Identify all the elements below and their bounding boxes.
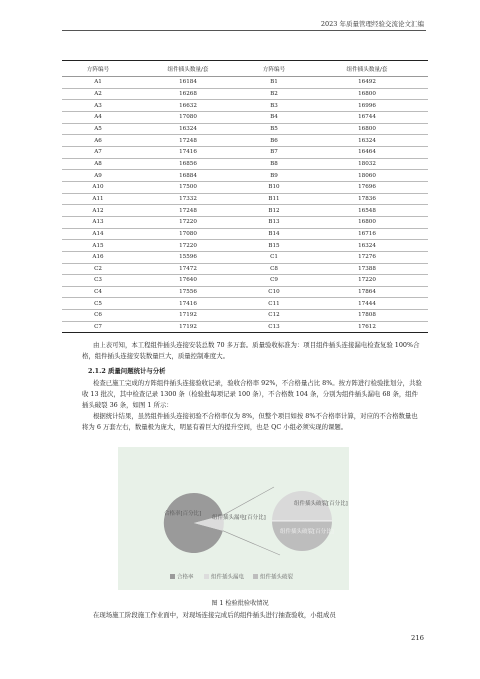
table-cell: B14 bbox=[242, 228, 306, 240]
table-cell: 17220 bbox=[134, 216, 242, 228]
table-row bbox=[62, 263, 428, 275]
table-cell: 17388 bbox=[306, 263, 428, 275]
table-row bbox=[62, 228, 428, 240]
table-cell: B7 bbox=[242, 146, 306, 158]
table-cell: 16856 bbox=[134, 158, 242, 170]
paragraph-analysis: 根据统计结果，虽然组件插头连接初验不合格率仅为 8%，但整个项目如按 8%不合格率计算，对应的不合格数量也将为 6 万套左右，数量极为庞大，明显有着巨大的提升空间，也是 QC 小组必须实现的课题。 bbox=[82, 412, 418, 431]
table-row bbox=[62, 298, 428, 310]
table-cell: A7 bbox=[62, 146, 134, 158]
table-row bbox=[62, 146, 428, 158]
table-cell: A14 bbox=[62, 228, 134, 240]
table-cell: 17248 bbox=[134, 205, 242, 217]
legend-label-leak: 组件插头漏电 bbox=[211, 574, 245, 581]
table-cell: A12 bbox=[62, 205, 134, 217]
table-cell: B1 bbox=[242, 77, 306, 89]
table-cell: 16324 bbox=[306, 135, 428, 147]
table-cell: C8 bbox=[242, 263, 306, 275]
table-cell: B4 bbox=[242, 111, 306, 123]
table-cell: 16184 bbox=[134, 77, 242, 89]
table-cell: C4 bbox=[62, 286, 134, 298]
table-row bbox=[62, 216, 428, 228]
table-header-cell: 组件插头数量/套 bbox=[134, 61, 242, 77]
table-row bbox=[62, 310, 428, 322]
table-row bbox=[62, 240, 428, 252]
paragraph-inspection: 检查已施工完成的方阵组件插头连接验收记录，验收合格率 92%，不合格量占比 8%。按方阵进行检验批划分，共验收 13 批次，其中检查记录 1300 条（检验批每项记录 100 条），不合格数 104 条，分别为组件插头漏电 68 条，组件插头破裂 36 条，如图 1 所示： bbox=[82, 379, 422, 409]
table-cell: 17192 bbox=[134, 321, 242, 333]
table-cell: 16492 bbox=[306, 77, 428, 89]
legend-swatch-leak bbox=[204, 574, 209, 579]
table-cell: A3 bbox=[62, 100, 134, 112]
table-row bbox=[62, 88, 428, 100]
legend-label-pass: 合格率 bbox=[177, 574, 194, 581]
table-cell: 17332 bbox=[134, 193, 242, 205]
table-row bbox=[62, 158, 428, 170]
table-row bbox=[62, 251, 428, 263]
connector-line bbox=[223, 487, 274, 515]
table-cell: 16548 bbox=[306, 205, 428, 217]
chart-legend bbox=[170, 573, 294, 581]
table-cell: A6 bbox=[62, 135, 134, 147]
table-cell: 16800 bbox=[306, 123, 428, 135]
table-cell: C10 bbox=[242, 286, 306, 298]
table-cell: A15 bbox=[62, 240, 134, 252]
table-row bbox=[62, 100, 428, 112]
header-rule bbox=[62, 30, 426, 31]
table-row bbox=[62, 193, 428, 205]
table-cell: 16268 bbox=[134, 88, 242, 100]
table-cell: 17416 bbox=[134, 146, 242, 158]
table-cell: B8 bbox=[242, 158, 306, 170]
table-cell: C12 bbox=[242, 310, 306, 322]
table-cell: 17472 bbox=[134, 263, 242, 275]
section-title: 质量问题统计与分析 bbox=[108, 367, 166, 375]
table-cell: 16632 bbox=[134, 100, 242, 112]
table-cell: 17080 bbox=[134, 111, 242, 123]
table-cell: A2 bbox=[62, 88, 134, 100]
data-label-break-lower: 组件插头破裂[百分比] bbox=[280, 529, 334, 535]
table-cell: C5 bbox=[62, 298, 134, 310]
pie-slice-break-lower bbox=[272, 521, 332, 551]
connector-line bbox=[223, 531, 280, 555]
table-cell: 17080 bbox=[134, 228, 242, 240]
table-cell: 16996 bbox=[306, 100, 428, 112]
paragraph-field-check: 在现场施工阶段施工作业面中，对现场连接完成后的组件插头进行抽查验收，小组成员 bbox=[93, 611, 336, 619]
table-row bbox=[62, 135, 428, 147]
table-row bbox=[62, 286, 428, 298]
table-cell: B13 bbox=[242, 216, 306, 228]
table-cell: C13 bbox=[242, 321, 306, 333]
table-cell: 17556 bbox=[134, 286, 242, 298]
table-cell: B12 bbox=[242, 205, 306, 217]
table-cell: 17500 bbox=[134, 181, 242, 193]
inspection-pie-chart bbox=[118, 447, 349, 590]
data-label-pass: 合格率[百分比] bbox=[164, 511, 202, 517]
table-cell: C2 bbox=[62, 263, 134, 275]
paragraph-summary: 由上表可知，本工程组件插头连接安装总数 70 多万套。质量验收标准为：项目组件插头连接漏电检查复验 100%合格，组件插头连接安装数量巨大，质量控制难度大。 bbox=[82, 341, 420, 360]
table-cell: B11 bbox=[242, 193, 306, 205]
table-cell: 16716 bbox=[306, 228, 428, 240]
table-cell: B2 bbox=[242, 88, 306, 100]
table-cell: B3 bbox=[242, 100, 306, 112]
table-row bbox=[62, 123, 428, 135]
table-cell: B9 bbox=[242, 170, 306, 182]
table-cell: 16800 bbox=[306, 88, 428, 100]
legend-swatch-pass bbox=[170, 574, 175, 579]
table-cell: A4 bbox=[62, 111, 134, 123]
table-row bbox=[62, 111, 428, 123]
figure-caption: 图 1 检验批验收情况 bbox=[211, 600, 269, 607]
page-number: 216 bbox=[411, 634, 424, 642]
assembly-count-table bbox=[62, 60, 428, 333]
table-cell: A16 bbox=[62, 251, 134, 263]
table-cell: 16744 bbox=[306, 111, 428, 123]
table-row bbox=[62, 77, 428, 89]
data-label-leak: 组件插头漏电[百分比] bbox=[212, 515, 266, 521]
table-cell: 18060 bbox=[306, 170, 428, 182]
table-header-cell: 方阵编号 bbox=[62, 61, 134, 77]
table-cell: 16800 bbox=[306, 216, 428, 228]
table-cell: 16464 bbox=[306, 146, 428, 158]
data-label-break-upper: 组件插头破裂[百分比] bbox=[294, 501, 348, 507]
table-cell: 17612 bbox=[306, 321, 428, 333]
table-cell: 15596 bbox=[134, 251, 242, 263]
legend-label-break: 组件插头破裂 bbox=[260, 574, 294, 581]
table-cell: 16324 bbox=[306, 240, 428, 252]
table-cell: C7 bbox=[62, 321, 134, 333]
table-cell: 18032 bbox=[306, 158, 428, 170]
table-row bbox=[62, 170, 428, 182]
table-row bbox=[62, 321, 428, 333]
table-cell: C3 bbox=[62, 275, 134, 287]
table-row bbox=[62, 275, 428, 287]
pie-chart-svg bbox=[118, 447, 349, 590]
table-cell: 17864 bbox=[306, 286, 428, 298]
page-header-title: 2023 年质量管理经验交流论文汇编 bbox=[320, 20, 424, 28]
table-cell: A8 bbox=[62, 158, 134, 170]
table-header-cell: 组件插头数量/套 bbox=[306, 61, 428, 77]
table-cell: B5 bbox=[242, 123, 306, 135]
section-heading bbox=[88, 366, 166, 375]
table-header-cell: 方阵编号 bbox=[242, 61, 306, 77]
table-cell: C1 bbox=[242, 251, 306, 263]
table-cell: C11 bbox=[242, 298, 306, 310]
table-cell: 17248 bbox=[134, 135, 242, 147]
table-cell: 17416 bbox=[134, 298, 242, 310]
table-cell: 17276 bbox=[306, 251, 428, 263]
table-cell: A11 bbox=[62, 193, 134, 205]
table-cell: 17640 bbox=[134, 275, 242, 287]
table-cell: 16884 bbox=[134, 170, 242, 182]
table-cell: 17836 bbox=[306, 193, 428, 205]
table-cell: 17220 bbox=[306, 275, 428, 287]
table-cell: A1 bbox=[62, 77, 134, 89]
table-header-row bbox=[62, 61, 428, 77]
table-cell: A10 bbox=[62, 181, 134, 193]
table-cell: 17192 bbox=[134, 310, 242, 322]
table-row bbox=[62, 181, 428, 193]
table-cell: 17696 bbox=[306, 181, 428, 193]
table-cell: A9 bbox=[62, 170, 134, 182]
table-cell: 17808 bbox=[306, 310, 428, 322]
table-cell: 17220 bbox=[134, 240, 242, 252]
table-cell: 17444 bbox=[306, 298, 428, 310]
table-cell: C9 bbox=[242, 275, 306, 287]
table-cell: B6 bbox=[242, 135, 306, 147]
table-cell: B10 bbox=[242, 181, 306, 193]
section-number: 2.1.2 bbox=[88, 367, 106, 375]
table-cell: A13 bbox=[62, 216, 134, 228]
legend-swatch-break bbox=[253, 574, 258, 579]
table-cell: B15 bbox=[242, 240, 306, 252]
table-cell: C6 bbox=[62, 310, 134, 322]
table-row bbox=[62, 205, 428, 217]
table-cell: 16324 bbox=[134, 123, 242, 135]
table-cell: A5 bbox=[62, 123, 134, 135]
